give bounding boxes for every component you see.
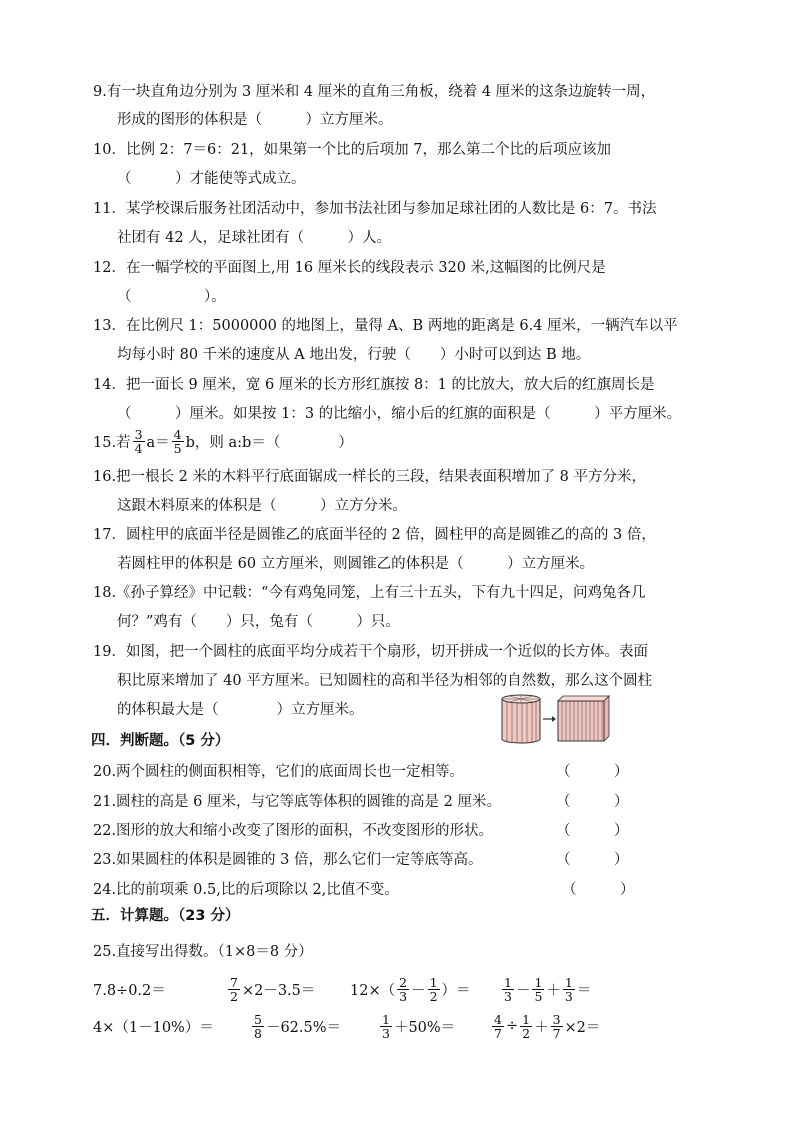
calc-expr-5: 4×（1－10%）＝	[93, 1019, 214, 1036]
q17-line2: 若圆柱甲的体积是 60 立方厘米，则圆锥乙的体积是（ ）立方厘米。	[117, 556, 595, 572]
q18-line2: 何？”鸡有（ ）只，兔有（ ）只。	[117, 614, 400, 630]
q15-line	[93, 421, 353, 461]
q14-line2: （ ）厘米。如果按 1：3 的比缩小，缩小后的红旗的面积是（ ）平方厘米。	[117, 406, 682, 422]
q22-text: 22.图形的放大和缩小改变了图形的面积，不改变图形的形状。	[93, 823, 494, 839]
section-4-heading: 四．判断题。（5 分）	[91, 733, 230, 749]
q24-answer-paren: （ ）	[562, 882, 635, 898]
q15-prefix: 15.若	[93, 434, 131, 451]
q19-line2: 积比原来增加了 40 平方厘米。已知圆柱的高和半径为相邻的自然数，那么这个圆柱	[117, 673, 653, 689]
q12-line2: （ ）。	[117, 289, 226, 305]
q20-text: 20.两个圆柱的侧面积相等，它们的底面周长也一定相等。	[93, 764, 465, 780]
q16-line1: 16.把一根长 2 米的木料平行底面锯成一样长的三段，结果表面积增加了 8 平方分米，	[93, 469, 646, 485]
calc-expr-4: $\frac{1}{3}$ － $\frac{1}{5}$ ＋ $\frac{1}{3}$ ＝	[504, 974, 592, 1004]
cylinder-to-cuboid-figure	[500, 693, 612, 745]
q19-line1: 19．如图，把一个圆柱的底面平均分成若干个扇形，切开拼成一个近似的长方体。表面	[93, 644, 648, 660]
q12-line1: 12．在一幅学校的平面图上,用 16 厘米长的线段表示 320 米,这幅图的比例尺是	[93, 260, 606, 276]
cylinder-figure	[502, 695, 540, 743]
calc-expr-1: 7.8÷0.2＝	[93, 982, 166, 999]
q9-line2: 形成的图形的体积是（ ）立方厘米。	[117, 112, 393, 128]
q18-line1: 18.《孙子算经》中记载：“今有鸡兔同笼，上有三十五头，下有九十四足，问鸡兔各几	[93, 585, 646, 601]
calc-expr-6: $\frac{5}{8}$ －62.5%＝	[254, 1011, 342, 1041]
calc-expr-7: $\frac{1}{3}$ ＋50%＝	[382, 1011, 456, 1041]
calc-expr-8: $\frac{4}{7}$ ÷ $\frac{1}{2}$ ＋ $\frac{3}{7}$ ×2＝	[494, 1011, 601, 1041]
q21-text: 21.圆柱的高是 6 厘米，与它等底等体积的圆锥的高是 2 厘米。	[93, 794, 501, 810]
q20-answer-paren: （ ）	[556, 764, 629, 780]
calc-expr-2: $\frac{7}{2}$ ×2－3.5＝	[230, 974, 316, 1004]
q23-text: 23.如果圆柱的体积是圆锥的 3 倍，那么它们一定等底等高。	[93, 852, 483, 868]
q23-answer-paren: （ ）	[556, 852, 629, 868]
q21-answer-paren: （ ）	[556, 794, 629, 810]
q25-instruction: 25.直接写出得数。（1×8＝8 分）	[93, 944, 313, 960]
q15-middle: a＝	[146, 434, 170, 451]
calc-expr-3: 12×（ $\frac{2}{3}$ － $\frac{1}{2}$ ）＝	[350, 974, 471, 1004]
q13-line1: 13．在比例尺 1：5000000 的地图上，量得 A、B 两地的距离是 6.4 厘米，一辆汽车以平	[93, 318, 678, 334]
q11-line1: 11．某学校课后服务社团活动中，参加书法社团与参加足球社团的人数比是 6：7。书法	[93, 201, 657, 217]
q14-line1: 14．把一面长 9 厘米，宽 6 厘米的长方形红旗按 8：1 的比放大，放大后的红旗周长是	[93, 377, 655, 393]
q24-text: 24.比的前项乘 0.5,比的后项除以 2,比值不变。	[93, 882, 399, 898]
q15-fraction-2: $\frac{4}{5}$	[173, 426, 182, 456]
q10-line1: 10．比例 2：7＝6：21，如果第一个比的后项加 7，那么第二个比的后项应该加	[93, 142, 612, 158]
arrow-icon	[543, 716, 556, 722]
q11-line2: 社团有 42 人，足球社团有（ ）人。	[117, 230, 392, 246]
q9-line1: 9.有一块直角边分别为 3 厘米和 4 厘米的直角三角板，绕着 4 厘米的这条边旋转一周，	[93, 84, 656, 100]
cuboid-figure	[558, 696, 609, 741]
q13-line2: 均每小时 80 千米的速度从 A 地出发，行驶（ ）小时可以到达 B 地。	[117, 347, 591, 363]
q16-line2: 这跟木料原来的体积是（ ）立方分米。	[117, 498, 407, 514]
q22-answer-paren: （ ）	[556, 823, 629, 839]
q10-line2: （ ）才能使等式成立。	[117, 171, 306, 187]
q19-line3: 的体积最大是（ ）立方厘米。	[117, 702, 364, 718]
q17-line1: 17．圆柱甲的底面半径是圆锥乙的底面半径的 2 倍，圆柱甲的高是圆锥乙的高的 3 倍，	[93, 527, 656, 543]
q15-fraction-1: $\frac{3}{4}$	[134, 426, 143, 456]
q15-suffix: b，则 a:b＝（ ）	[185, 434, 353, 451]
section-5-heading: 五．计算题。（23 分）	[91, 908, 240, 924]
